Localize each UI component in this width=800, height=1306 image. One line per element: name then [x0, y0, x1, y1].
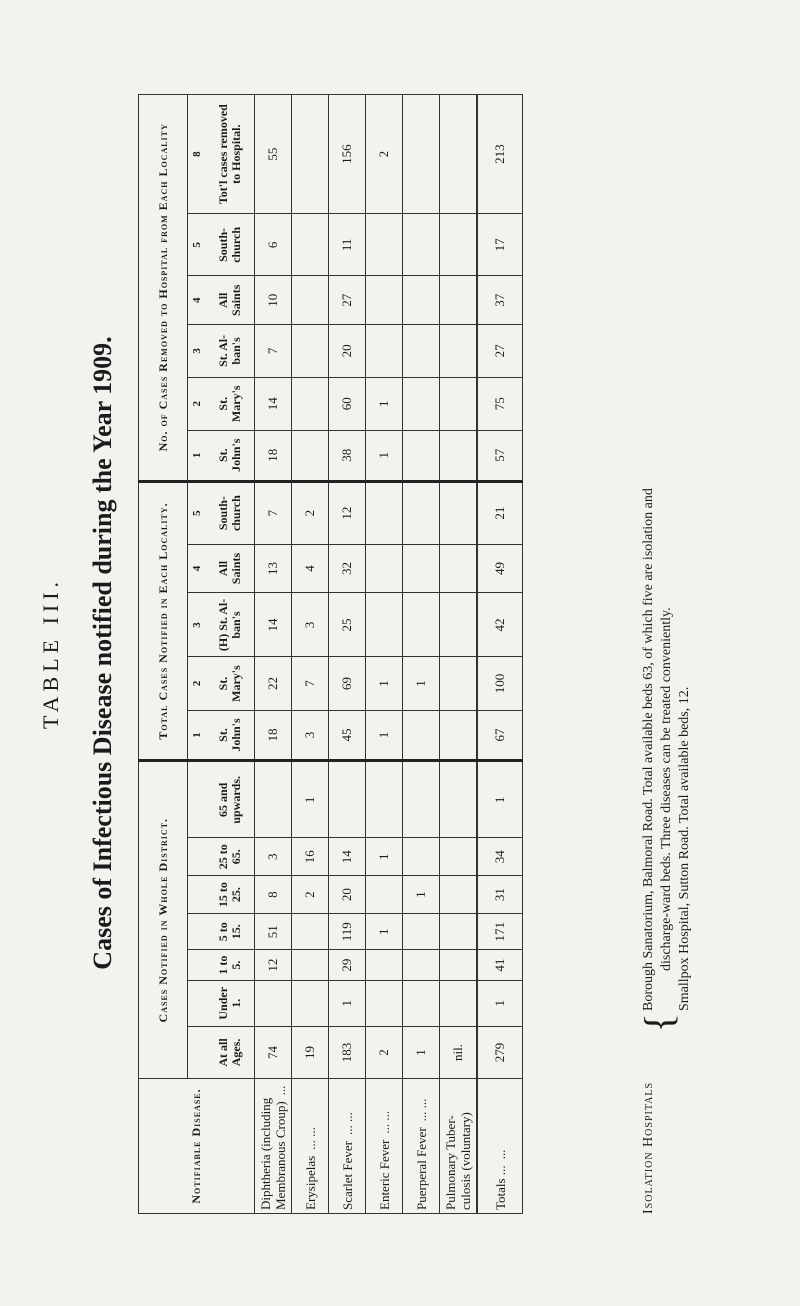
age-value	[440, 761, 478, 838]
page-title: Cases of Infectious Disease notified during the Year 1909.	[88, 336, 117, 970]
table-row	[440, 95, 478, 1214]
age-value: 14	[329, 838, 366, 876]
removed-value	[440, 276, 478, 325]
removed-value	[440, 430, 478, 481]
table-label: TABLE III.	[38, 576, 63, 730]
locality-column-header: St. Mary's	[206, 657, 255, 710]
locality-value: 13	[255, 544, 292, 593]
age-value	[292, 914, 329, 950]
removed-value	[403, 325, 440, 378]
removed-value: 11	[329, 214, 366, 276]
age-value: 279	[477, 1026, 523, 1078]
age-value	[329, 761, 366, 838]
column-number: 5	[188, 214, 207, 276]
locality-value: 49	[477, 544, 523, 593]
disease-name	[477, 1079, 523, 1214]
locality-value: 3	[292, 593, 329, 657]
removed-value	[292, 95, 329, 214]
table-row	[255, 95, 292, 1214]
disease-name	[366, 1079, 403, 1214]
locality-value	[440, 710, 478, 761]
column-number: 4	[188, 276, 207, 325]
age-value: 3	[255, 838, 292, 876]
age-value	[440, 980, 478, 1026]
column-name-row	[206, 95, 255, 1214]
footnote-label: Isolation Hospitals	[641, 1081, 656, 1214]
removed-value: 27	[329, 276, 366, 325]
age-column-header: Under 1.	[206, 980, 255, 1026]
removed-value	[366, 276, 403, 325]
removed-value: 18	[255, 430, 292, 481]
locality-value: 14	[255, 593, 292, 657]
column-number: 2	[188, 377, 207, 430]
age-value: 1	[403, 876, 440, 914]
removed-value	[440, 325, 478, 378]
removed-value: 156	[329, 95, 366, 214]
column-number	[188, 950, 207, 980]
age-value: 1	[403, 1026, 440, 1078]
column-number: 5	[188, 481, 207, 544]
locality-column-header: All Saints	[206, 544, 255, 593]
age-value: 1	[366, 838, 403, 876]
removed-value: 75	[477, 377, 523, 430]
removed-value: 20	[329, 325, 366, 378]
table-row	[292, 95, 329, 1214]
leader-dots: ... ...	[413, 1098, 429, 1122]
column-number: 3	[188, 593, 207, 657]
removed-value: 38	[329, 430, 366, 481]
age-column-header: 65 and upwards.	[206, 761, 255, 838]
age-value: 2	[366, 1026, 403, 1078]
removed-value	[403, 95, 440, 214]
age-column-header: 1 to 5.	[206, 950, 255, 980]
disease-label: Enteric Fever	[376, 1139, 392, 1210]
column-number	[188, 761, 207, 838]
age-value	[440, 950, 478, 980]
column-number	[188, 914, 207, 950]
locality-value: 32	[329, 544, 366, 593]
disease-label: Scarlet Fever	[339, 1141, 355, 1210]
locality-value: 69	[329, 657, 366, 710]
removed-column-header: St. John's	[206, 430, 255, 481]
removed-value	[292, 276, 329, 325]
age-value	[292, 950, 329, 980]
column-number: 2	[188, 657, 207, 710]
age-value	[403, 761, 440, 838]
column-number: 3	[188, 325, 207, 378]
disease-name	[292, 1079, 329, 1214]
locality-value: 3	[292, 710, 329, 761]
age-value: 1	[366, 914, 403, 950]
age-column-header: 25 to 65.	[206, 838, 255, 876]
footnote-text	[640, 111, 694, 1011]
locality-column-header: St. John's	[206, 710, 255, 761]
age-value: 1	[477, 980, 523, 1026]
column-number	[188, 838, 207, 876]
disease-column-header: Notifiable Disease.	[139, 1079, 255, 1214]
removed-value	[366, 214, 403, 276]
table-body	[255, 95, 523, 1214]
removed-value: 7	[255, 325, 292, 378]
removed-value: 14	[255, 377, 292, 430]
age-value: 12	[255, 950, 292, 980]
removed-value: 37	[477, 276, 523, 325]
locality-value: 100	[477, 657, 523, 710]
removed-column-header: St. Al-ban's	[206, 325, 255, 378]
locality-column-header: (H) St. Al-ban's	[206, 593, 255, 657]
column-number: 8	[188, 95, 207, 214]
locality-column-header: South-church	[206, 481, 255, 544]
removed-value: 55	[255, 95, 292, 214]
age-value: 171	[477, 914, 523, 950]
removed-value	[403, 430, 440, 481]
removed-value	[440, 214, 478, 276]
leader-dots: ...	[273, 1085, 288, 1096]
locality-value: 1	[366, 657, 403, 710]
age-value: 20	[329, 876, 366, 914]
removed-value: 57	[477, 430, 523, 481]
age-value	[366, 980, 403, 1026]
disease-name	[329, 1079, 366, 1214]
locality-value	[403, 710, 440, 761]
locality-value	[366, 481, 403, 544]
locality-value: 2	[292, 481, 329, 544]
removed-value	[403, 214, 440, 276]
removed-column-header: South-church	[206, 214, 255, 276]
locality-value: 21	[477, 481, 523, 544]
age-value	[403, 950, 440, 980]
table-row	[366, 95, 403, 1214]
age-value	[403, 914, 440, 950]
age-value: nil.	[440, 1026, 478, 1078]
locality-header: Total Cases Notified in Each Locality.	[139, 481, 188, 761]
footnote-line: discharge-ward beds. Three diseases can be treated conveniently.	[659, 607, 674, 971]
removed-value	[292, 430, 329, 481]
locality-value: 12	[329, 481, 366, 544]
age-value	[292, 980, 329, 1026]
removed-value: 6	[255, 214, 292, 276]
removed-value	[403, 377, 440, 430]
disease-table	[138, 94, 523, 1214]
locality-value	[403, 593, 440, 657]
locality-value	[366, 544, 403, 593]
age-value: 183	[329, 1026, 366, 1078]
column-number	[188, 1026, 207, 1078]
age-value	[403, 980, 440, 1026]
removed-header: No. of Cases Removed to Hospital from Each Locality	[139, 95, 188, 482]
disease-name	[255, 1079, 292, 1214]
table-row	[403, 95, 440, 1214]
footnote-line: Borough Sanatorium, Balmoral Road. Total available beds 63, of which five are isolation and	[641, 488, 656, 1011]
age-value: 74	[255, 1026, 292, 1078]
removed-column-header: St. Mary's	[206, 377, 255, 430]
removed-value	[292, 214, 329, 276]
removed-value	[440, 377, 478, 430]
locality-value: 67	[477, 710, 523, 761]
removed-value: 2	[366, 95, 403, 214]
age-value: 34	[477, 838, 523, 876]
locality-value: 25	[329, 593, 366, 657]
disease-label: Pulmonary Tuber-culosis (voluntary)	[443, 1112, 473, 1210]
removed-value: 60	[329, 377, 366, 430]
locality-value	[440, 544, 478, 593]
age-column-header: 5 to 15.	[206, 914, 255, 950]
locality-value: 1	[366, 710, 403, 761]
locality-value: 18	[255, 710, 292, 761]
removed-value: 27	[477, 325, 523, 378]
footnote	[636, 94, 694, 1214]
leader-dots: ...	[492, 1149, 508, 1160]
age-value	[255, 761, 292, 838]
age-column-header: 15 to 25.	[206, 876, 255, 914]
removed-value: 17	[477, 214, 523, 276]
column-number: 1	[188, 710, 207, 761]
locality-value: 7	[255, 481, 292, 544]
age-value: 51	[255, 914, 292, 950]
removed-column-header: All Saints	[206, 276, 255, 325]
age-value	[440, 914, 478, 950]
disease-name	[403, 1079, 440, 1214]
locality-value: 45	[329, 710, 366, 761]
locality-value: 42	[477, 593, 523, 657]
disease-label: Diphtheria (including Membranous Croup)	[258, 1097, 288, 1210]
brace-icon: {	[636, 1013, 681, 1033]
totals-row	[477, 95, 523, 1214]
column-number	[188, 980, 207, 1026]
column-number: 1	[188, 430, 207, 481]
locality-value	[366, 593, 403, 657]
locality-value	[440, 593, 478, 657]
age-value	[440, 838, 478, 876]
disease-name	[440, 1079, 478, 1214]
footnote-line: Smallpox Hospital, Sutton Road. Total available beds, 12.	[677, 686, 692, 1011]
age-value	[403, 838, 440, 876]
locality-value: 4	[292, 544, 329, 593]
locality-value: 7	[292, 657, 329, 710]
age-value	[366, 950, 403, 980]
removed-value	[292, 377, 329, 430]
leader-dots: ... ...	[302, 1127, 318, 1150]
age-value: 31	[477, 876, 523, 914]
locality-value: 22	[255, 657, 292, 710]
age-value: 29	[329, 950, 366, 980]
leader-dots: ... ...	[339, 1112, 355, 1136]
removed-value: 1	[366, 377, 403, 430]
table-row	[329, 95, 366, 1214]
column-number	[188, 876, 207, 914]
removed-value: 213	[477, 95, 523, 214]
disease-label: Puerperal Fever	[413, 1127, 429, 1210]
age-value	[366, 761, 403, 838]
age-value: 1	[292, 761, 329, 838]
age-value: 119	[329, 914, 366, 950]
locality-value	[440, 481, 478, 544]
removed-value	[403, 276, 440, 325]
removed-value	[440, 95, 478, 214]
age-value: 2	[292, 876, 329, 914]
age-value: 41	[477, 950, 523, 980]
age-value: 1	[329, 980, 366, 1026]
removed-value: 10	[255, 276, 292, 325]
age-value: 8	[255, 876, 292, 914]
locality-value	[403, 481, 440, 544]
whole-district-header: Cases Notified in Whole District.	[139, 761, 188, 1079]
leader-dots: ... ...	[376, 1110, 392, 1134]
column-number-row	[188, 95, 207, 1214]
locality-value	[403, 544, 440, 593]
age-value: 16	[292, 838, 329, 876]
locality-value	[440, 657, 478, 710]
age-value	[366, 876, 403, 914]
age-column-header: At all Ages.	[206, 1026, 255, 1078]
removed-value: 1	[366, 430, 403, 481]
disease-label: Totals ...	[492, 1165, 508, 1210]
removed-value	[366, 325, 403, 378]
disease-label: Erysipelas	[302, 1155, 318, 1210]
removed-value	[292, 325, 329, 378]
age-value	[440, 876, 478, 914]
locality-value: 1	[403, 657, 440, 710]
age-value: 1	[477, 761, 523, 838]
age-value	[255, 980, 292, 1026]
age-value: 19	[292, 1026, 329, 1078]
removed-column-header: Tot'l cases removed to Hospital.	[206, 95, 255, 214]
column-number: 4	[188, 544, 207, 593]
